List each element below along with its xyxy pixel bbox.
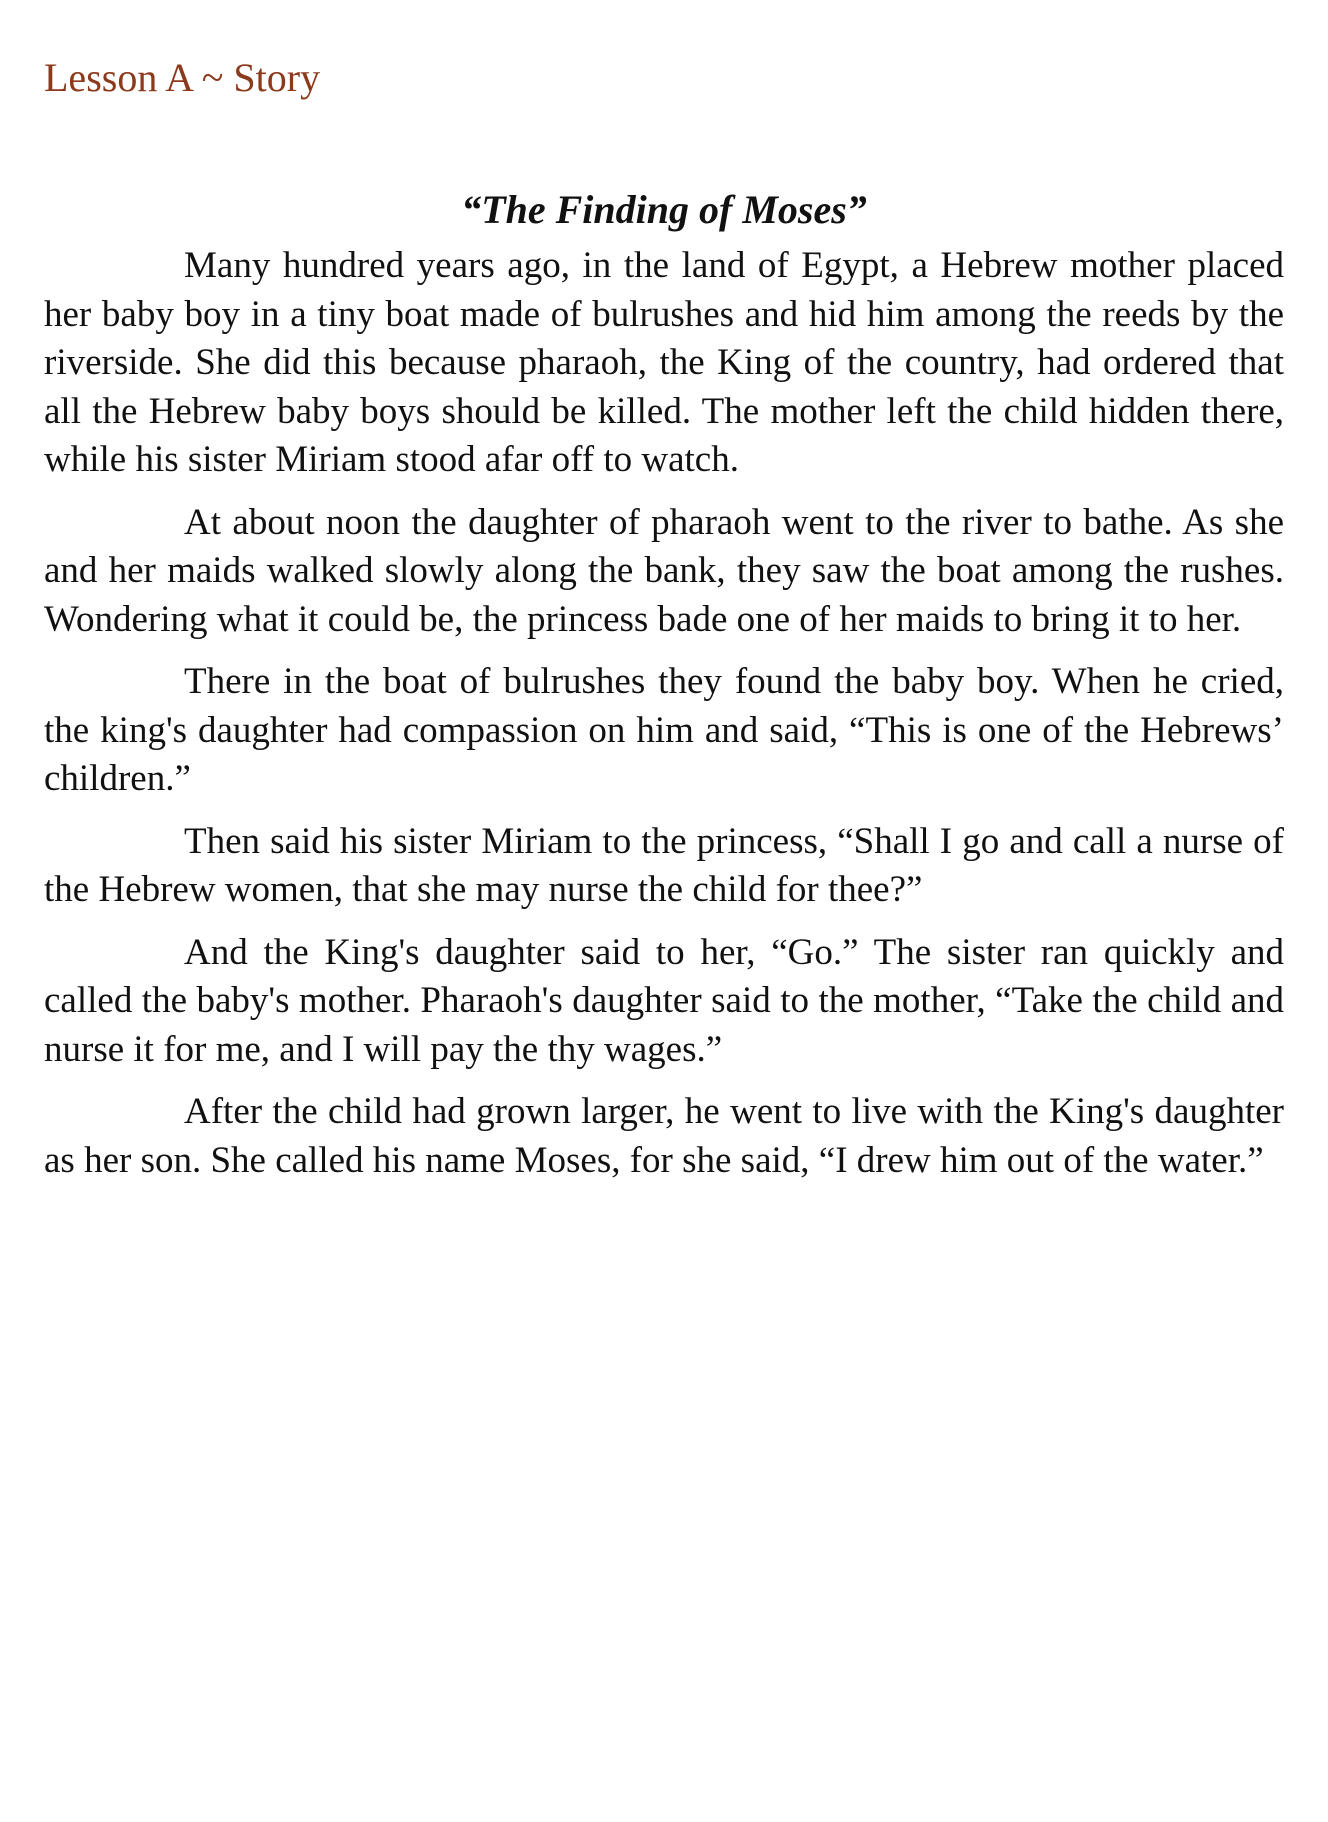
story-paragraph-1: Many hundred years ago, in the land of Egypt, a Hebrew mother placed her baby boy in a tiny boat made of bulrushes and hid him among the reeds by the riverside. She did this because pharaoh, the King of the country, had ordered that all the Hebrew baby boys should be killed. The mother left the child hidden there, while his sister Miriam stood afar off to watch. — [44, 245, 1284, 480]
story-paragraph-4: Then said his sister Miriam to the princess, “Shall I go and call a nurse of the Hebrew women, that she may nurse the child for thee?” — [44, 820, 1284, 910]
story-paragraph-5: And the King's daughter said to her, “Go.” The sister ran quickly and called the baby's mother. Pharaoh's daughter said to the mother, “Take the child and nurse it for me, and I will pay the thy wages.” — [44, 931, 1284, 1070]
story-title: “The Finding of Moses” — [461, 187, 867, 232]
document-page — [44, 48, 1284, 1199]
story-body — [44, 242, 1284, 1185]
lesson-header: Lesson A ~ Story — [44, 55, 321, 100]
story-paragraph-6: After the child had grown larger, he went to live with the King's daughter as her son. She called his name Moses, for she said, “I drew him out of the water.” — [44, 1091, 1284, 1181]
story-paragraph-3: There in the boat of bulrushes they found the baby boy. When he cried, the king's daughter had compassion on him and said, “This is one of the Hebrews’ children.” — [44, 661, 1284, 799]
story-paragraph-2: At about noon the daughter of pharaoh went to the river to bathe. As she and her maids walked slowly along the bank, they saw the boat among the rushes. Wondering what it could be, the princess bade one of her maids to bring it to her. — [44, 501, 1284, 640]
